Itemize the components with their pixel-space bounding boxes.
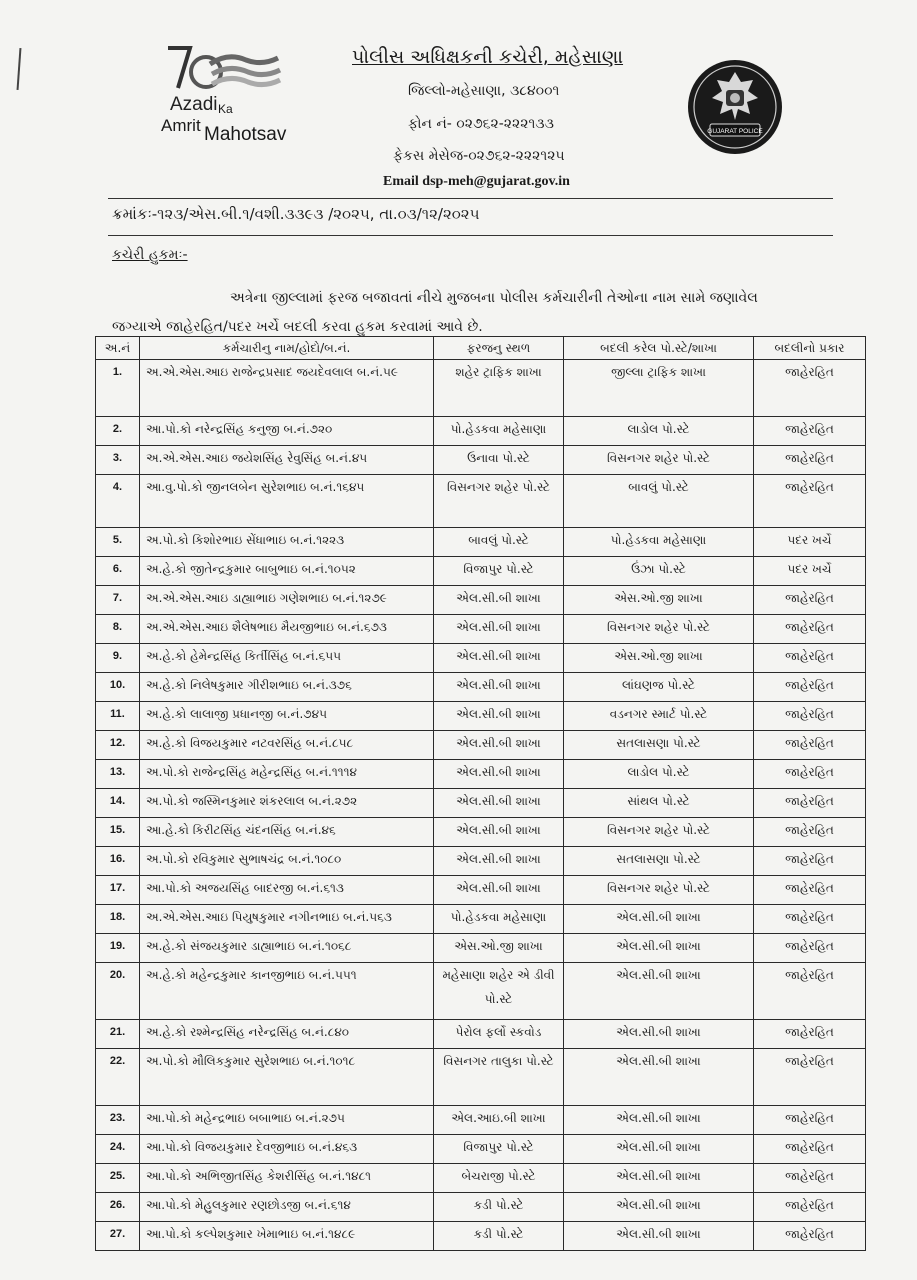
employee-cell: આ.પો.કો અજયસિંહ બાદરજી બ.નં.૬૧૩ (140, 876, 434, 905)
margin-mark (17, 48, 22, 90)
transfer-type-cell: જાહેરહિત (754, 1164, 866, 1193)
azadi-ka-amrit-mahotsav-logo (158, 44, 298, 154)
logo-word-azadi: Azadi (170, 94, 218, 115)
transfer-type-cell: જાહેરહિત (754, 1193, 866, 1222)
table-row (96, 818, 866, 847)
employee-cell: અ.પો.કો રાજેન્દ્રસિંહ મહેન્દ્રસિંહ બ.નં.૧૧૧૪ (140, 760, 434, 789)
serial-cell: 23. (96, 1106, 140, 1135)
transfer-table (95, 336, 866, 1251)
table-row (96, 876, 866, 905)
duty-place-cell: એલ.સી.બી શાખા (434, 731, 564, 760)
employee-cell: અ.હે.કો રશ્મેન્દ્રસિંહ નરેન્દ્રસિંહ બ.નં.૮૪૦ (140, 1020, 434, 1049)
transfer-type-cell: જાહેરહિત (754, 876, 866, 905)
transfer-type-cell: જાહેરહિત (754, 905, 866, 934)
table-row (96, 557, 866, 586)
table-row (96, 1193, 866, 1222)
employee-cell: અ.હે.કો જીતેન્દ્રકુમાર બાબુભાઇ બ.નં.૧૦૫૨ (140, 557, 434, 586)
table-row (96, 417, 866, 446)
transfer-place-cell: વિસનગર શહેર પો.સ્ટે (564, 818, 754, 847)
employee-cell: અ.હે.કો વિજયકુમાર નટવરસિંહ બ.નં.૮૫૮ (140, 731, 434, 760)
header-employee: કર્મચારીનુ નામ/હોદો/બ.નં. (140, 337, 434, 360)
transfer-place-cell: વિસનગર શહેર પો.સ્ટે (564, 446, 754, 475)
duty-place-cell: બેચરાજી પો.સ્ટે (434, 1164, 564, 1193)
transfer-type-cell: જાહેરહિત (754, 789, 866, 818)
duty-place-cell: એલ.સી.બી શાખા (434, 789, 564, 818)
transfer-type-cell: જાહેરહિત (754, 1049, 866, 1106)
transfer-type-cell: જાહેરહિત (754, 1020, 866, 1049)
employee-cell: અ.હે.કો હેમેન્દ્રસિંહ કિર્તીસિંહ બ.નં.૬૫૫ (140, 644, 434, 673)
email-line: Email dsp-meh@gujarat.gov.in (383, 174, 570, 189)
table-row (96, 644, 866, 673)
header-transfer-type: બદલીનો પ્રકાર (754, 337, 866, 360)
table-row (96, 905, 866, 934)
transfer-place-cell: એલ.સી.બી શાખા (564, 1164, 754, 1193)
transfer-type-cell: જાહેરહિત (754, 760, 866, 789)
duty-place-cell: પો.હેડકવા મહેસાણા (434, 905, 564, 934)
duty-place-cell: એસ.ઓ.જી શાખા (434, 934, 564, 963)
serial-cell: 20. (96, 963, 140, 1020)
transfer-type-cell: જાહેરહિત (754, 417, 866, 446)
table-row (96, 1222, 866, 1251)
serial-cell: 12. (96, 731, 140, 760)
transfer-place-cell: લાડોલ પો.સ્ટે (564, 417, 754, 446)
police-emblem-text: GUJARAT POLICE (707, 128, 763, 135)
transfer-type-cell: જાહેરહિત (754, 731, 866, 760)
duty-place-cell: એલ.સી.બી શાખા (434, 644, 564, 673)
serial-cell: 17. (96, 876, 140, 905)
transfer-type-cell: જાહેરહિત (754, 360, 866, 417)
table-row (96, 446, 866, 475)
header-transfer-place: બદલી કરેલ પો.સ્ટે/શાખા (564, 337, 754, 360)
transfer-place-cell: એલ.સી.બી શાખા (564, 905, 754, 934)
employee-cell: આ.પો.કો નરેન્દ્રસિંહ કનુજી બ.નં.૭૨૦ (140, 417, 434, 446)
header-serial: અ.નં (96, 337, 140, 360)
employee-cell: અ.એ.એસ.આઇ ડાહ્યાભાઇ ગણેશભાઇ બ.નં.૧૨૭૯ (140, 586, 434, 615)
duty-place-cell: એલ.સી.બી શાખા (434, 847, 564, 876)
office-title: પોલીસ અધિક્ષકની કચેરી, મહેસાણા (352, 46, 624, 68)
transfer-place-cell: એલ.સી.બી શાખા (564, 1193, 754, 1222)
transfer-place-cell: એલ.સી.બી શાખા (564, 1135, 754, 1164)
table-row (96, 528, 866, 557)
transfer-type-cell: જાહેરહિત (754, 673, 866, 702)
transfer-place-cell: એલ.સી.બી શાખા (564, 1049, 754, 1106)
duty-place-cell: પેરોલ ફર્લો સ્કવોડ (434, 1020, 564, 1049)
police-emblem-icon (686, 58, 784, 156)
employee-cell: અ.એ.એસ.આઇ જયેશસિંહ રેવુસિંહ બ.નં.૪૫ (140, 446, 434, 475)
serial-cell: 19. (96, 934, 140, 963)
header-divider-top (108, 198, 833, 199)
serial-cell: 6. (96, 557, 140, 586)
logo-word-mahotsav: Mahotsav (204, 124, 287, 145)
transfer-place-cell: બાવલું પો.સ્ટે (564, 475, 754, 528)
duty-place-cell: કડી પો.સ્ટે (434, 1193, 564, 1222)
table-header-row (96, 337, 866, 360)
transfer-place-cell: વિસનગર શહેર પો.સ્ટે (564, 876, 754, 905)
transfer-type-cell: પદર ખર્ચે (754, 557, 866, 586)
serial-cell: 14. (96, 789, 140, 818)
transfer-place-cell: વડનગર સ્માર્ટ પો.સ્ટે (564, 702, 754, 731)
phone-line: ફોન નં- ૦૨૭૬૨-૨૨૨૧૩૩ (408, 116, 554, 132)
duty-place-cell: એલ.સી.બી શાખા (434, 615, 564, 644)
transfer-place-cell: ઉંઝા પો.સ્ટે (564, 557, 754, 586)
table-row (96, 1020, 866, 1049)
table-row (96, 1106, 866, 1135)
transfer-place-cell: એસ.ઓ.જી શાખા (564, 586, 754, 615)
table-row (96, 586, 866, 615)
table-row (96, 615, 866, 644)
transfer-place-cell: એલ.સી.બી શાખા (564, 1020, 754, 1049)
employee-cell: અ.પો.કો જસ્મિનકુમાર શંકરલાલ બ.નં.૨૭૨ (140, 789, 434, 818)
table-row (96, 673, 866, 702)
employee-cell: અ.હે.કો મહેન્દ્રકુમાર કાનજીભાઇ બ.નં.૫૫૧ (140, 963, 434, 1020)
duty-place-cell: શહેર ટ્રાફિક શાખા (434, 360, 564, 417)
serial-cell: 25. (96, 1164, 140, 1193)
employee-cell: અ.પો.કો મૌલિકકુમાર સુરેશભાઇ બ.નં.૧૦૧૮ (140, 1049, 434, 1106)
table-row (96, 731, 866, 760)
serial-cell: 3. (96, 446, 140, 475)
transfer-type-cell: જાહેરહિત (754, 847, 866, 876)
serial-cell: 26. (96, 1193, 140, 1222)
duty-place-cell: એલ.સી.બી શાખા (434, 673, 564, 702)
transfer-place-cell: એલ.સી.બી શાખા (564, 963, 754, 1020)
employee-cell: આ.પો.કો કલ્પેશકુમાર ખેમાભાઇ બ.નં.૧૪૮૯ (140, 1222, 434, 1251)
transfer-type-cell: જાહેરહિત (754, 475, 866, 528)
employee-cell: અ.એ.એસ.આઇ શૈલેષભાઇ મૈયજીભાઇ બ.નં.૬૭૩ (140, 615, 434, 644)
serial-cell: 11. (96, 702, 140, 731)
table-row (96, 1164, 866, 1193)
serial-cell: 27. (96, 1222, 140, 1251)
serial-cell: 5. (96, 528, 140, 557)
employee-cell: અ.હે.કો લાલાજી પ્રધાનજી બ.નં.૭૪૫ (140, 702, 434, 731)
serial-cell: 15. (96, 818, 140, 847)
serial-cell: 7. (96, 586, 140, 615)
transfer-place-cell: એલ.સી.બી શાખા (564, 1222, 754, 1251)
employee-cell: અ.હે.કો નિલેષકુમાર ગીરીશભાઇ બ.નં.૩૭૬ (140, 673, 434, 702)
transfer-type-cell: પદર ખર્ચે (754, 528, 866, 557)
duty-place-cell: મહેસાણા શહેર એ ડીવી પો.સ્ટે (434, 963, 564, 1020)
fax-line: ફેકસ મેસેજ-૦૨૭૬૨-૨૨૨૧૨૫ (393, 148, 565, 164)
employee-cell: અ.હે.કો સંજયકુમાર ડાહ્યાભાઇ બ.નં.૧૦૬૮ (140, 934, 434, 963)
duty-place-cell: ઉનાવા પો.સ્ટે (434, 446, 564, 475)
duty-place-cell: કડી પો.સ્ટે (434, 1222, 564, 1251)
gujarat-police-emblem (686, 58, 784, 156)
transfer-type-cell: જાહેરહિત (754, 644, 866, 673)
transfer-type-cell: જાહેરહિત (754, 615, 866, 644)
table-row (96, 1049, 866, 1106)
duty-place-cell: એલ.આઇ.બી શાખા (434, 1106, 564, 1135)
order-intro (112, 284, 852, 342)
duty-place-cell: એલ.સી.બી શાખા (434, 876, 564, 905)
transfer-type-cell: જાહેરહિત (754, 1106, 866, 1135)
employee-cell: આ.પો.કો મેહુલકુમાર રણછોડજી બ.નં.૬૧૪ (140, 1193, 434, 1222)
duty-place-cell: વિસનગર તાલુકા પો.સ્ટે (434, 1049, 564, 1106)
employee-cell: આ.હે.કો કિરીટસિંહ ચંદનસિંહ બ.નં.૪૬ (140, 818, 434, 847)
duty-place-cell: એલ.સી.બી શાખા (434, 586, 564, 615)
serial-cell: 10. (96, 673, 140, 702)
serial-cell: 2. (96, 417, 140, 446)
table-row (96, 360, 866, 417)
transfer-place-cell: વિસનગર શહેર પો.સ્ટે (564, 615, 754, 644)
transfer-type-cell: જાહેરહિત (754, 818, 866, 847)
serial-cell: 21. (96, 1020, 140, 1049)
table-row (96, 760, 866, 789)
duty-place-cell: વિજાપુર પો.સ્ટે (434, 1135, 564, 1164)
serial-cell: 16. (96, 847, 140, 876)
employee-cell: અ.પો.કો રવિકુમાર સુભાષચંદ્ર બ.નં.૧૦૮૦ (140, 847, 434, 876)
logo-word-amrit: Amrit (161, 116, 201, 135)
table-row (96, 702, 866, 731)
serial-cell: 22. (96, 1049, 140, 1106)
transfer-type-cell: જાહેરહિત (754, 702, 866, 731)
table-row (96, 963, 866, 1020)
reference-number: ક્રમાંકઃ-૧૨૩/એસ.બી.૧/વશી.૩૩૯૩ /૨૦૨૫, તા.૦૩/૧૨/૨૦૨૫ (112, 205, 480, 223)
table-row (96, 934, 866, 963)
employee-cell: અ.એ.એસ.આઇ રાજેન્દ્રપ્રસાદ જયદેવલાલ બ.નં.૫૯ (140, 360, 434, 417)
employee-cell: અ.પો.કો કિશોરભાઇ સેંધાભાઇ બ.નં.૧૨૨૩ (140, 528, 434, 557)
employee-cell: આ.પો.કો વિજયકુમાર દેવજીભાઇ બ.નં.૪૬૩ (140, 1135, 434, 1164)
transfer-type-cell: જાહેરહિત (754, 1222, 866, 1251)
serial-cell: 24. (96, 1135, 140, 1164)
transfer-type-cell: જાહેરહિત (754, 446, 866, 475)
transfer-place-cell: લાંઘણજ પો.સ્ટે (564, 673, 754, 702)
serial-cell: 9. (96, 644, 140, 673)
employee-cell: અ.એ.એસ.આઇ પિયુષકુમાર નગીનભાઇ બ.નં.૫૬૩ (140, 905, 434, 934)
intro-line-2: જગ્યાએ જાહેરહિત/પદર ખર્ચે બદલી કરવા હુકમ કરવામાં આવે છે. (112, 319, 483, 335)
transfer-type-cell: જાહેરહિત (754, 963, 866, 1020)
table-row (96, 789, 866, 818)
transfer-place-cell: જીલ્લા ટ્રાફિક શાખા (564, 360, 754, 417)
seventy-five-flag-icon (166, 44, 286, 96)
transfer-type-cell: જાહેરહિત (754, 586, 866, 615)
duty-place-cell: એલ.સી.બી શાખા (434, 760, 564, 789)
duty-place-cell: પો.હેડકવા મહેસાણા (434, 417, 564, 446)
intro-line-1: અત્રેના જીલ્લામાં ફરજ બજાવતાં નીચે મુજબના પોલીસ કર્મચારીની તેઓના નામ સામે જણાવેલ (230, 290, 758, 306)
header-divider-bottom (108, 235, 833, 236)
duty-place-cell: બાવલું પો.સ્ટે (434, 528, 564, 557)
order-heading: કચેરી હુકમઃ- (112, 247, 188, 263)
transfer-type-cell: જાહેરહિત (754, 1135, 866, 1164)
transfer-place-cell: સતલાસણા પો.સ્ટે (564, 847, 754, 876)
employee-cell: આ.પો.કો મહેન્દ્રભાઇ બબાભાઇ બ.નં.૨૭૫ (140, 1106, 434, 1135)
serial-cell: 18. (96, 905, 140, 934)
serial-cell: 8. (96, 615, 140, 644)
transfer-place-cell: એલ.સી.બી શાખા (564, 934, 754, 963)
duty-place-cell: એલ.સી.બી શાખા (434, 702, 564, 731)
transfer-place-cell: સાંથલ પો.સ્ટે (564, 789, 754, 818)
district-line: જિલ્લો-મહેસાણા, ૩૮૪૦૦૧ (408, 83, 560, 99)
transfer-place-cell: એસ.ઓ.જી શાખા (564, 644, 754, 673)
employee-cell: આ.પો.કો અભિજીતસિંહ કેશરીસિંહ બ.નં.૧૪૮૧ (140, 1164, 434, 1193)
employee-cell: આ.વુ.પો.કો જીનલબેન સુરેશભાઇ બ.નં.૧૬૪૫ (140, 475, 434, 528)
serial-cell: 4. (96, 475, 140, 528)
table-row (96, 847, 866, 876)
serial-cell: 13. (96, 760, 140, 789)
serial-cell: 1. (96, 360, 140, 417)
table-row (96, 475, 866, 528)
transfer-type-cell: જાહેરહિત (754, 934, 866, 963)
table-row (96, 1135, 866, 1164)
logo-word-ka: Ka (218, 102, 233, 116)
duty-place-cell: વિસનગર શહેર પો.સ્ટે (434, 475, 564, 528)
transfer-place-cell: લાડોલ પો.સ્ટે (564, 760, 754, 789)
transfer-place-cell: સતલાસણા પો.સ્ટે (564, 731, 754, 760)
transfer-place-cell: પો.હેડકવા મહેસાણા (564, 528, 754, 557)
duty-place-cell: વિજાપુર પો.સ્ટે (434, 557, 564, 586)
duty-place-cell: એલ.સી.બી શાખા (434, 818, 564, 847)
header-duty-place: ફરજનુ સ્થળ (434, 337, 564, 360)
transfer-place-cell: એલ.સી.બી શાખા (564, 1106, 754, 1135)
